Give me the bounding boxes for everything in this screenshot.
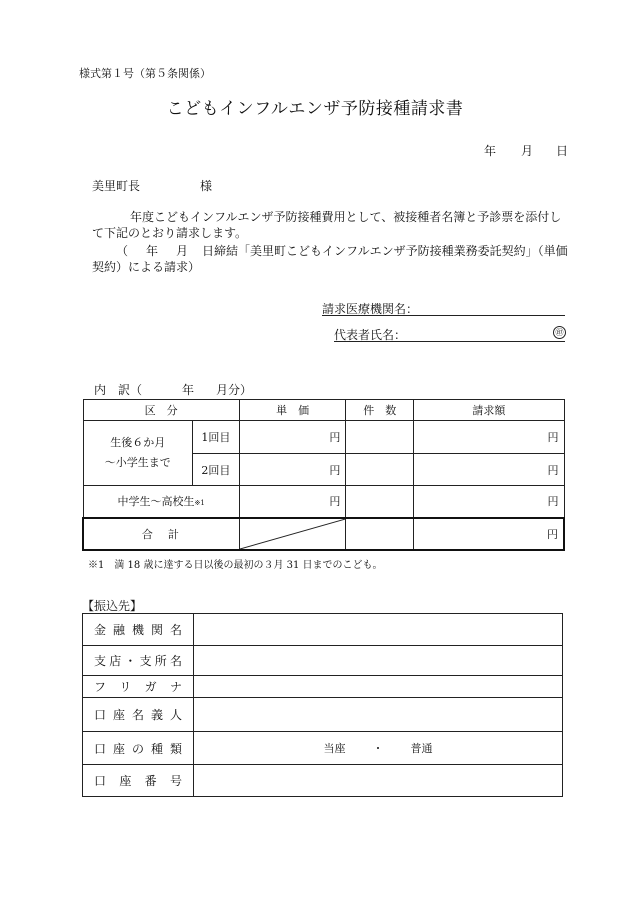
contract-open-paren: （ [116, 244, 129, 258]
honorific: 様 [200, 179, 213, 193]
group2-count[interactable] [346, 486, 414, 518]
diagonal-strike [240, 519, 346, 549]
breakdown-table [82, 399, 565, 551]
addressee: 美里町長 [92, 179, 141, 193]
statement-line: 年度こどもインフルエンザ予防接種費用として、被接種者名簿と予診票を添付して下記のとおり請求します。 [92, 210, 562, 240]
representative-line [334, 341, 565, 342]
header-unit-price: 単 価 [239, 400, 346, 421]
group2-amount[interactable]: 円 [414, 486, 564, 518]
date-year: 年 [484, 144, 497, 158]
dose2-label: 2回目 [192, 454, 239, 486]
account-holder-label [83, 698, 194, 732]
furigana-field[interactable] [193, 676, 562, 698]
bank-name-text: 金 融 機 関 名 [94, 623, 182, 637]
dose1-count[interactable] [346, 421, 414, 454]
account-type-label [83, 732, 194, 765]
contract-month: 月 [176, 244, 189, 258]
dose2-count[interactable] [346, 454, 414, 486]
representative-label: 代表者氏名： [334, 328, 407, 342]
contract-text: 日締結「美里町こどもインフルエンザ予防接種業務委託契約」（単価契約）による請求） [92, 244, 568, 274]
total-amount[interactable]: 円 [414, 518, 564, 550]
bank-heading: 【振込先】 [82, 599, 143, 613]
account-type-current[interactable]: 当座 [323, 742, 346, 755]
dose2-unit-price[interactable]: 円 [239, 454, 346, 486]
branch-label [83, 646, 194, 676]
dose1-unit-price[interactable]: 円 [239, 421, 346, 454]
header-count: 件 数 [346, 400, 414, 421]
dose1-amount[interactable]: 円 [414, 421, 564, 454]
date-month: 月 [521, 144, 534, 158]
account-type-field [193, 732, 562, 765]
group1-label: 生後６か月 ～小学生まで [83, 421, 192, 486]
document-title: こどもインフルエンザ予防接種請求書 [166, 99, 464, 119]
dose2-amount[interactable]: 円 [414, 454, 564, 486]
header-amount: 請求額 [414, 400, 564, 421]
account-holder-text: 口 座 名 義 人 [94, 708, 182, 722]
furigana-label [83, 676, 194, 698]
account-type-separator: ・ [372, 742, 384, 755]
account-number-field[interactable] [193, 765, 562, 797]
form-number: 様式第１号（第５条関係） [79, 67, 211, 80]
contract-year: 年 [146, 244, 159, 258]
bank-name-field[interactable] [193, 614, 562, 646]
institution-label: 請求医療機関名： [322, 302, 419, 316]
date-day: 日 [556, 144, 569, 158]
account-holder-field[interactable] [193, 698, 562, 732]
institution-line [322, 315, 565, 316]
breakdown-label: 内 訳（ 年 月分） [94, 383, 253, 397]
branch-field[interactable] [193, 646, 562, 676]
account-number-label [83, 765, 194, 797]
account-number-text: 口 座 番 号 [94, 774, 182, 788]
total-unit-price-void [239, 518, 346, 550]
request-statement [92, 209, 570, 275]
footnote: ※1 満 18 歳に達する日以後の最初の３月 31 日までのこども。 [88, 560, 383, 571]
total-count[interactable] [346, 518, 414, 550]
account-type-ordinary[interactable]: 普通 [410, 742, 433, 755]
header-category: 区 分 [83, 400, 239, 421]
group2-unit-price[interactable]: 円 [239, 486, 346, 518]
branch-text: 支 店 ・ 支 所 名 [94, 654, 182, 668]
total-label: 合 計 [83, 518, 239, 550]
bank-name-label [83, 614, 194, 646]
seal-icon: ㊞ [553, 326, 566, 339]
furigana-text: フ リ ガ ナ [94, 680, 182, 694]
group2-label: 中学生～高校生※1 [83, 486, 239, 518]
dose1-label: 1回目 [192, 421, 239, 454]
account-type-text: 口 座 の 種 類 [94, 741, 182, 756]
bank-table [82, 613, 563, 797]
